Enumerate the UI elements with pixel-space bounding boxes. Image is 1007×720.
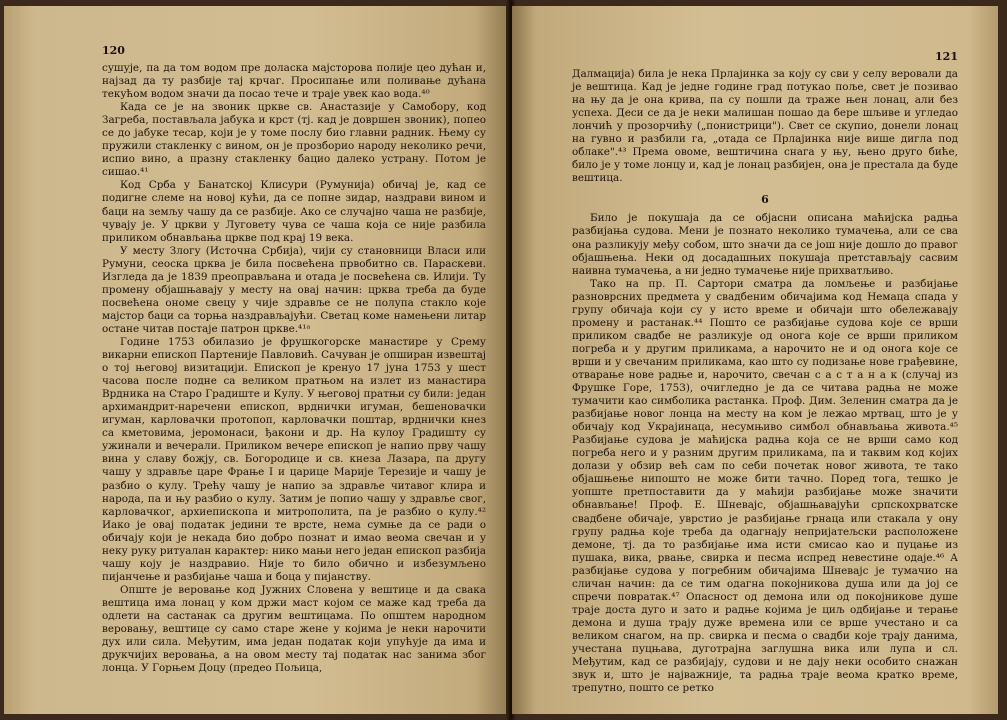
page-number-left: 120 [102, 44, 125, 57]
left-page-text [102, 62, 486, 675]
paragraph: Када се је на звоник цркве св. Анастазије у Самобору, код Загреба, постављала јабука и крст (тј. кад је довршен звоник), попео се до јабуке тесар, који је у томе послу био главни радник. Њему су пружили стакленку с вином, он је прозборио народу неколико речи, испио вино, а празну стакленку бацио далеко устрану. Потом је сишао.⁴¹ [102, 101, 486, 179]
paragraph: Код Срба у Банатској Клисури (Румунија) обичај је, кад се подигне слеме на новој кући, да се попне зидар, наздрави вином и баци на земљу чашу да се разбије. Ако се случајно чаша не разбије, чувају је. У цркви у Луговету чува се чаша која се није разбила приликом обнављања цркве под крај 19 века. [102, 179, 486, 244]
paragraph: У месту Злогу (Источна Србија), чији су становници Власи или Румуни, сеоска црква је била посвећена првобитно св. Параскеви. Изгледа да је 1839 преоправљана и отада је посвећена св. Илији. Ту промену објашњавају у месту на овај начин: црква треба да буде посвећена ономе свецу у чије здравље се не полупа стакло које мајстор баци са торња наздрављајући. Светац коме намењени литар остане читав постаје патрон цркве.⁴¹ᵃ [102, 244, 486, 335]
paragraph: Било је покушаја да се објасни описана маћијска радња разбијања судова. Мени је познато неколико тумачења, али се сва она разликују међу собом, што значи да се још није дошло до правог објашњења. Неки од досадашњих покушаја претстављају сасвим наивна тумачења, а ни једно тумачење није прихватљиво. [572, 212, 958, 277]
section-number: 6 [761, 193, 769, 207]
paragraph: Опште је веровање код Јужних Словена у вештице и да свака вештица има лонац у ком држи маст којом се маже кад треба да одлети на састанак са другим вештицама. По општем народном веровању, вештице су само старе жене у којима је неки нарочити дух или сила. Међутим, има један податак који упућује да има и друкчијих веровања, а на овом месту тај податак нас занима због лонца. У Горњем Доцу (предео Пољица, [102, 583, 486, 675]
right-page-text [572, 68, 958, 695]
right-page [512, 6, 998, 714]
page-number-right: 121 [935, 50, 958, 63]
left-page [4, 6, 510, 714]
paragraph: Далмација) била је нека Прлајинка за коју су сви у селу веровали да је вештица. Кад је једне године град потукао поље, свет је позивао на њу да је она крива, па су пошли да траже њен лонац, али без успеха. Деси се да је неки малишан пошао да бере шљиве и угледао лончић у прозорчићу („понистрици"). Свет се скупио, донели лонац на гувно и разбили га, „отада се Прлајинка није више дигла под облаке".⁴³ Према овоме, вештичина снага у њу, њено друго биће, било је у томе лонцу и, кад је лонац разбијен, она је престала да буде вештица. [572, 68, 958, 185]
paragraph: сушује, па да том водом пре доласка мајсторова полије цео дућан и, најзад да ту разбије тај крчаг. Просипање или поливање дућана текућом водом значи да посао тече и траје увек као вода.⁴⁰ [102, 62, 486, 101]
paragraph: Године 1753 обилазио је фрушкогорске манастире у Срему викарни епископ Партеније Павловић. Сачуван је опширан извештај о тој његовој визитацији. Епископ је кренуо 17 јуна 1753 у шест часова после подне са великом пратњом на излет из манастира Врдника на Старо Градиште и Кулу. У његовој пратњи су били: један архимандрит-наречени епископ, врднички игуман, бешеновачки игуман, карловачки протопоп, карловачки поштар, врднички кнез са кметовима, јеромонаси, ђакони и др. На кулоу Градишту су ужинали и вечерали. Приликом вечере епископ је напио прву чашу вина у славу божју, св. Богородице и св. кнеза Лазара, па другу чашу у здравље царе Фрање I и царице Марије Терезије и чашу је разбио о кулу. Трећу чашу је напио за здравље читавог клира и народа, па и њу разбио о кулу. Затим је попио чашу у здравље свог, карловачког, архиепископа и митрополита, па је разбио о кулу.⁴² Иако је овај податак једини те врсте, нема сумње да се ради о обичају који је некада био добро познат и имао веома свечан и у неку руку ритуалан карактер: нико мањи него један епископ разбија чашу коју је наздравио. Није то било обично и избезумљено пијанчење и разбијање чаша и боца у пијанству. [102, 335, 486, 583]
paragraph: Тако на пр. П. Сартори сматра да ломљење и разбијање разноврсних предмета у свадбеним обичајима код Немаца спада у групу обичаја који су у исто време и обичаји што обележавају промену и растанак.⁴⁴ Пошто се разбијање судова које се врши приликом свадбе не разликује од онога које се врши приликом погреба и у другим приликама, а нарочито не и од онога које се врши и у свечаним приликама, као што су подизање нове грађевине, отварање нове радње и, нарочито, свечан с а с т а н а к (случај из Фрушке Горе, 1753), очигледно је да се читава радња не може тумачити као симболика растанка. Проф. Дим. Зеленин сматра да је разбијање новог лонца на месту на ком је лежао мртвац, што је у обичају код Украјинаца, несумњиво симбол обнављања живота.⁴⁵ Разбијање судова је маћијска радња која се не врши само код погреба него и у разним другим приликама, па и таквим код којих долази у обзир већ сам по себи почетак новог живота, те тако објашњење нипошто не може бити тачно. Поред тога, тешко је уопште претпоставити да у маћији разбијање може значити обнављање! Проф. Е. Шневајс, објашњавајући српскохрватске свадбене обичаје, уврстио је разбијање грнаца или стакала у ону групу радња које треба да одагнају непријатељски расположене демоне, тј. да то разбијање има исти смисао као и пуцање из пушака, вика, рвање, свирка и песма испред невестине одаје.⁴⁶ А разбијање судова у погребним обичајима Шневајс је тумачио на сличан начин: да се тим одагна покојникова душа или да јој се спречи повратак.⁴⁷ Опасност од демона или од покојникове душе траје доста дуго и зато и радње којима је циљ одбијање и терање демона и душа трају дуже времена или се врше учестано и са великом снагом, на пр. свирка и песма о свадби које трају данима, учестана пуцњава, дуготрајна заглушна вика или лупа и сл. Међутим, кад се разбијају, судови и не дају неки особито снажан звук и, што је најважније, та радња траје веома кратко време, трепутно, пошто се ретко [572, 277, 958, 695]
